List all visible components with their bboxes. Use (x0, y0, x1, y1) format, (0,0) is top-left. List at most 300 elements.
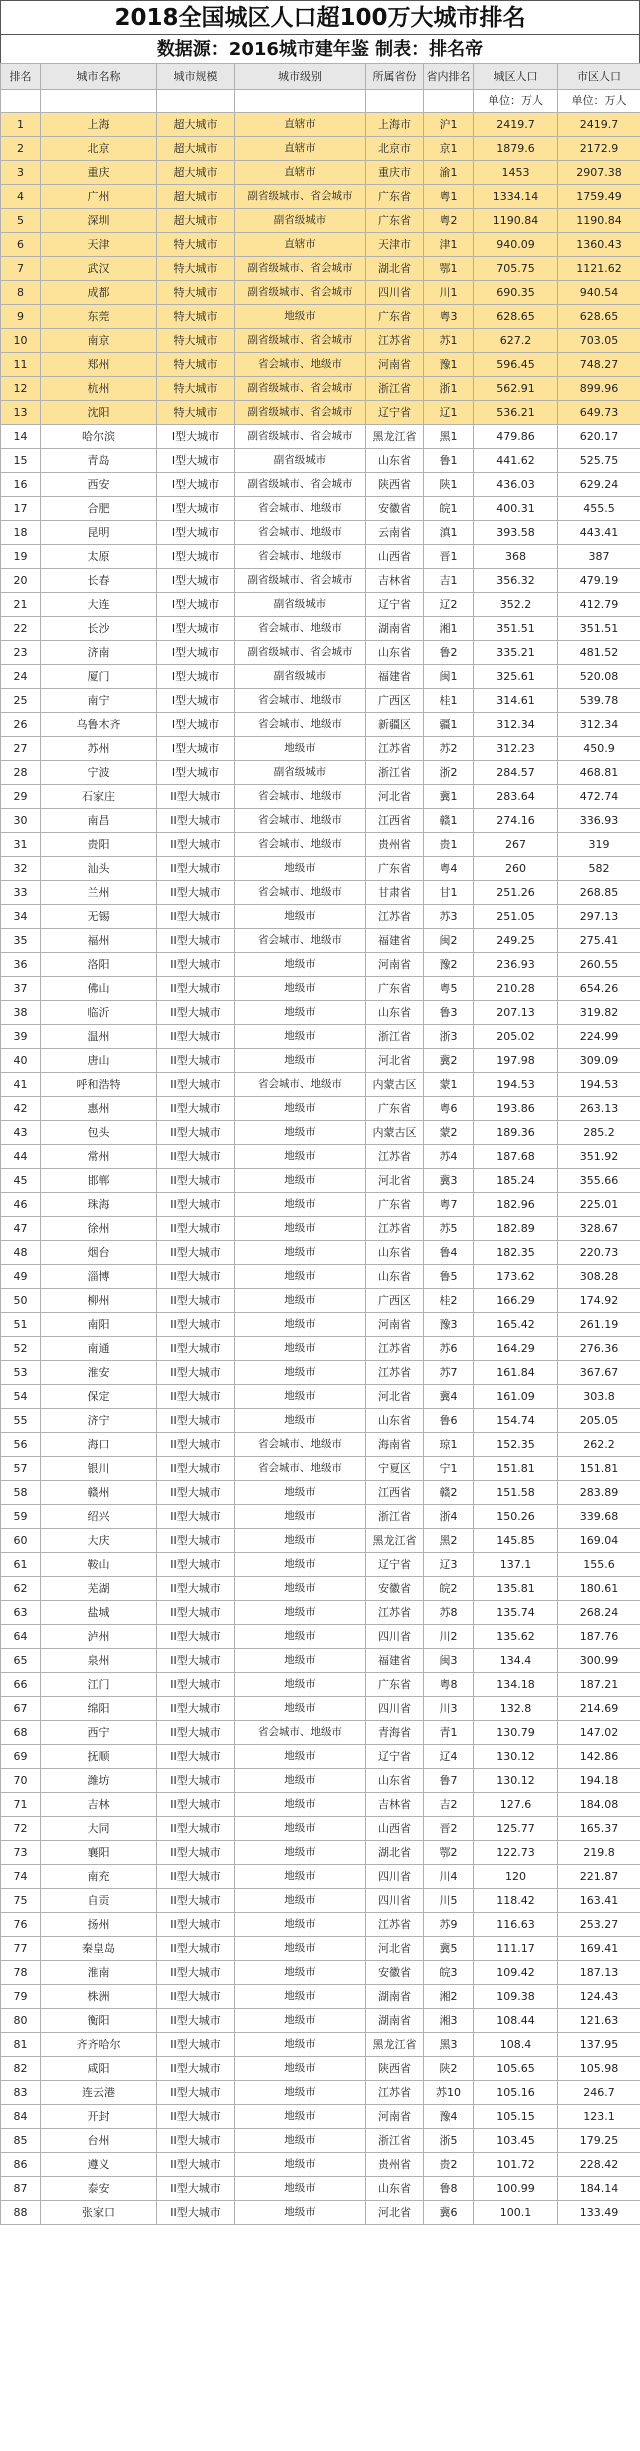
cell-province-rank[interactable]: 滇1 (424, 521, 474, 545)
cell-urban-pop[interactable]: 627.2 (474, 329, 558, 353)
cell-province-rank[interactable]: 苏1 (424, 329, 474, 353)
cell-scale[interactable]: II型大城市 (157, 1241, 235, 1265)
cell-urban-pop[interactable]: 1879.6 (474, 137, 558, 161)
cell-scale[interactable]: II型大城市 (157, 1985, 235, 2009)
cell-scale[interactable]: II型大城市 (157, 2153, 235, 2177)
cell-province[interactable]: 河北省 (366, 785, 424, 809)
cell-rank[interactable]: 13 (1, 401, 41, 425)
cell-province[interactable]: 河北省 (366, 1049, 424, 1073)
cell-province-rank[interactable]: 渝1 (424, 161, 474, 185)
cell-province[interactable]: 福建省 (366, 1649, 424, 1673)
cell-district-pop[interactable]: 468.81 (558, 761, 640, 785)
cell-city[interactable]: 抚顺 (41, 1745, 157, 1769)
cell-province[interactable]: 山东省 (366, 1769, 424, 1793)
cell-city[interactable]: 赣州 (41, 1481, 157, 1505)
cell-province[interactable]: 江苏省 (366, 1601, 424, 1625)
cell-rank[interactable]: 45 (1, 1169, 41, 1193)
cell-province[interactable]: 广西区 (366, 1289, 424, 1313)
cell-province[interactable]: 江苏省 (366, 1361, 424, 1385)
cell-rank[interactable]: 58 (1, 1481, 41, 1505)
cell-district-pop[interactable]: 367.67 (558, 1361, 640, 1385)
cell-level[interactable]: 副省级城市、省会城市 (235, 473, 366, 497)
cell-rank[interactable]: 16 (1, 473, 41, 497)
cell-district-pop[interactable]: 187.13 (558, 1961, 640, 1985)
cell-province[interactable]: 黑龙江省 (366, 1529, 424, 1553)
cell-district-pop[interactable]: 300.99 (558, 1649, 640, 1673)
cell-city[interactable]: 吉林 (41, 1793, 157, 1817)
cell-district-pop[interactable]: 2419.7 (558, 113, 640, 137)
cell-province[interactable]: 天津市 (366, 233, 424, 257)
cell-scale[interactable]: II型大城市 (157, 1073, 235, 1097)
cell-urban-pop[interactable]: 207.13 (474, 1001, 558, 1025)
cell-province-rank[interactable]: 粤3 (424, 305, 474, 329)
cell-urban-pop[interactable]: 173.62 (474, 1265, 558, 1289)
cell-rank[interactable]: 75 (1, 1889, 41, 1913)
cell-urban-pop[interactable]: 120 (474, 1865, 558, 1889)
cell-city[interactable]: 大连 (41, 593, 157, 617)
cell-province-rank[interactable]: 粤2 (424, 209, 474, 233)
cell-level[interactable]: 省会城市、地级市 (235, 545, 366, 569)
cell-province-rank[interactable]: 黑3 (424, 2033, 474, 2057)
cell-rank[interactable]: 40 (1, 1049, 41, 1073)
cell-city[interactable]: 东莞 (41, 305, 157, 329)
cell-urban-pop[interactable]: 182.89 (474, 1217, 558, 1241)
cell-district-pop[interactable]: 133.49 (558, 2201, 640, 2225)
cell-province[interactable]: 湖南省 (366, 2009, 424, 2033)
cell-rank[interactable]: 6 (1, 233, 41, 257)
cell-urban-pop[interactable]: 130.79 (474, 1721, 558, 1745)
cell-district-pop[interactable]: 174.92 (558, 1289, 640, 1313)
cell-district-pop[interactable]: 443.41 (558, 521, 640, 545)
cell-city[interactable]: 无锡 (41, 905, 157, 929)
cell-urban-pop[interactable]: 134.18 (474, 1673, 558, 1697)
cell-province[interactable]: 山东省 (366, 2177, 424, 2201)
cell-province-rank[interactable]: 黑1 (424, 425, 474, 449)
cell-district-pop[interactable]: 654.26 (558, 977, 640, 1001)
cell-city[interactable]: 扬州 (41, 1913, 157, 1937)
cell-district-pop[interactable]: 355.66 (558, 1169, 640, 1193)
cell-city[interactable]: 哈尔滨 (41, 425, 157, 449)
cell-city[interactable]: 包头 (41, 1121, 157, 1145)
cell-urban-pop[interactable]: 154.74 (474, 1409, 558, 1433)
cell-district-pop[interactable]: 940.54 (558, 281, 640, 305)
cell-level[interactable]: 副省级城市、省会城市 (235, 185, 366, 209)
cell-city[interactable]: 太原 (41, 545, 157, 569)
cell-province-rank[interactable]: 粤1 (424, 185, 474, 209)
cell-scale[interactable]: II型大城市 (157, 1913, 235, 1937)
cell-province[interactable]: 四川省 (366, 281, 424, 305)
cell-province[interactable]: 新疆区 (366, 713, 424, 737)
cell-city[interactable]: 厦门 (41, 665, 157, 689)
cell-scale[interactable]: II型大城市 (157, 1409, 235, 1433)
cell-level[interactable]: 地级市 (235, 1961, 366, 1985)
cell-province-rank[interactable]: 湘1 (424, 617, 474, 641)
cell-province-rank[interactable]: 川3 (424, 1697, 474, 1721)
cell-scale[interactable]: II型大城市 (157, 977, 235, 1001)
cell-level[interactable]: 地级市 (235, 1481, 366, 1505)
cell-level[interactable]: 副省级城市 (235, 593, 366, 617)
cell-province-rank[interactable]: 鲁7 (424, 1769, 474, 1793)
cell-level[interactable]: 地级市 (235, 1193, 366, 1217)
cell-scale[interactable]: 特大城市 (157, 401, 235, 425)
cell-urban-pop[interactable]: 103.45 (474, 2129, 558, 2153)
cell-scale[interactable]: I型大城市 (157, 569, 235, 593)
cell-rank[interactable]: 12 (1, 377, 41, 401)
cell-province[interactable]: 湖南省 (366, 617, 424, 641)
cell-rank[interactable]: 60 (1, 1529, 41, 1553)
cell-province[interactable]: 云南省 (366, 521, 424, 545)
cell-urban-pop[interactable]: 189.36 (474, 1121, 558, 1145)
cell-city[interactable]: 银川 (41, 1457, 157, 1481)
cell-province[interactable]: 福建省 (366, 665, 424, 689)
cell-scale[interactable]: I型大城市 (157, 521, 235, 545)
cell-rank[interactable]: 83 (1, 2081, 41, 2105)
cell-province[interactable]: 广东省 (366, 305, 424, 329)
cell-rank[interactable]: 72 (1, 1817, 41, 1841)
cell-urban-pop[interactable]: 352.2 (474, 593, 558, 617)
cell-province[interactable]: 河北省 (366, 1385, 424, 1409)
cell-province-rank[interactable]: 冀2 (424, 1049, 474, 1073)
cell-urban-pop[interactable]: 116.63 (474, 1913, 558, 1937)
cell-urban-pop[interactable]: 274.16 (474, 809, 558, 833)
cell-province[interactable]: 广东省 (366, 1193, 424, 1217)
cell-city[interactable]: 淄博 (41, 1265, 157, 1289)
cell-province-rank[interactable]: 浙1 (424, 377, 474, 401)
cell-province-rank[interactable]: 琼1 (424, 1433, 474, 1457)
cell-district-pop[interactable]: 1360.43 (558, 233, 640, 257)
cell-scale[interactable]: 特大城市 (157, 233, 235, 257)
cell-city[interactable]: 咸阳 (41, 2057, 157, 2081)
cell-urban-pop[interactable]: 596.45 (474, 353, 558, 377)
cell-city[interactable]: 珠海 (41, 1193, 157, 1217)
cell-urban-pop[interactable]: 135.74 (474, 1601, 558, 1625)
cell-urban-pop[interactable]: 479.86 (474, 425, 558, 449)
cell-city[interactable]: 南京 (41, 329, 157, 353)
cell-urban-pop[interactable]: 135.81 (474, 1577, 558, 1601)
cell-scale[interactable]: II型大城市 (157, 1169, 235, 1193)
cell-urban-pop[interactable]: 283.64 (474, 785, 558, 809)
cell-rank[interactable]: 81 (1, 2033, 41, 2057)
cell-level[interactable]: 省会城市、地级市 (235, 929, 366, 953)
cell-province-rank[interactable]: 川5 (424, 1889, 474, 1913)
cell-rank[interactable]: 29 (1, 785, 41, 809)
cell-scale[interactable]: II型大城市 (157, 1193, 235, 1217)
cell-level[interactable]: 地级市 (235, 737, 366, 761)
cell-urban-pop[interactable]: 150.26 (474, 1505, 558, 1529)
cell-province-rank[interactable]: 浙4 (424, 1505, 474, 1529)
cell-scale[interactable]: II型大城市 (157, 833, 235, 857)
cell-rank[interactable]: 2 (1, 137, 41, 161)
cell-district-pop[interactable]: 253.27 (558, 1913, 640, 1937)
cell-rank[interactable]: 22 (1, 617, 41, 641)
cell-district-pop[interactable]: 205.05 (558, 1409, 640, 1433)
cell-urban-pop[interactable]: 137.1 (474, 1553, 558, 1577)
cell-district-pop[interactable]: 2172.9 (558, 137, 640, 161)
cell-level[interactable]: 副省级城市、省会城市 (235, 377, 366, 401)
header-scale[interactable]: 城市规模 (157, 64, 235, 90)
header-rank[interactable]: 排名 (1, 64, 41, 90)
cell-province-rank[interactable]: 赣1 (424, 809, 474, 833)
cell-scale[interactable]: II型大城市 (157, 1361, 235, 1385)
cell-scale[interactable]: II型大城市 (157, 1625, 235, 1649)
cell-rank[interactable]: 38 (1, 1001, 41, 1025)
cell-city[interactable]: 江门 (41, 1673, 157, 1697)
cell-rank[interactable]: 32 (1, 857, 41, 881)
cell-scale[interactable]: II型大城市 (157, 1433, 235, 1457)
cell-district-pop[interactable]: 147.02 (558, 1721, 640, 1745)
cell-city[interactable]: 汕头 (41, 857, 157, 881)
cell-province[interactable]: 湖南省 (366, 1985, 424, 2009)
cell-rank[interactable]: 21 (1, 593, 41, 617)
cell-urban-pop[interactable]: 436.03 (474, 473, 558, 497)
cell-city[interactable]: 自贡 (41, 1889, 157, 1913)
cell-province-rank[interactable]: 桂2 (424, 1289, 474, 1313)
cell-rank[interactable]: 76 (1, 1913, 41, 1937)
cell-rank[interactable]: 53 (1, 1361, 41, 1385)
cell-province[interactable]: 江苏省 (366, 1913, 424, 1937)
cell-province[interactable]: 内蒙古区 (366, 1121, 424, 1145)
cell-province[interactable]: 江苏省 (366, 329, 424, 353)
cell-city[interactable]: 衡阳 (41, 2009, 157, 2033)
cell-rank[interactable]: 35 (1, 929, 41, 953)
cell-rank[interactable]: 65 (1, 1649, 41, 1673)
cell-urban-pop[interactable]: 1453 (474, 161, 558, 185)
cell-city[interactable]: 长春 (41, 569, 157, 593)
cell-province-rank[interactable]: 豫2 (424, 953, 474, 977)
cell-level[interactable]: 地级市 (235, 2177, 366, 2201)
cell-district-pop[interactable]: 297.13 (558, 905, 640, 929)
cell-province[interactable]: 北京市 (366, 137, 424, 161)
cell-level[interactable]: 地级市 (235, 1841, 366, 1865)
cell-province[interactable]: 河北省 (366, 1937, 424, 1961)
cell-district-pop[interactable]: 481.52 (558, 641, 640, 665)
cell-rank[interactable]: 39 (1, 1025, 41, 1049)
cell-province[interactable]: 湖北省 (366, 257, 424, 281)
cell-province-rank[interactable]: 宁1 (424, 1457, 474, 1481)
cell-urban-pop[interactable]: 105.65 (474, 2057, 558, 2081)
cell-district-pop[interactable]: 351.51 (558, 617, 640, 641)
cell-level[interactable]: 地级市 (235, 1889, 366, 1913)
cell-district-pop[interactable]: 472.74 (558, 785, 640, 809)
header-province-rank[interactable]: 省内排名 (424, 64, 474, 90)
cell-urban-pop[interactable]: 312.23 (474, 737, 558, 761)
cell-rank[interactable]: 87 (1, 2177, 41, 2201)
cell-scale[interactable]: II型大城市 (157, 1961, 235, 1985)
cell-scale[interactable]: II型大城市 (157, 1841, 235, 1865)
cell-city[interactable]: 北京 (41, 137, 157, 161)
cell-urban-pop[interactable]: 236.93 (474, 953, 558, 977)
cell-city[interactable]: 武汉 (41, 257, 157, 281)
cell-city[interactable]: 大庆 (41, 1529, 157, 1553)
cell-rank[interactable]: 25 (1, 689, 41, 713)
cell-scale[interactable]: I型大城市 (157, 713, 235, 737)
cell-province-rank[interactable]: 桂1 (424, 689, 474, 713)
cell-province-rank[interactable]: 辽2 (424, 593, 474, 617)
cell-rank[interactable]: 23 (1, 641, 41, 665)
cell-rank[interactable]: 69 (1, 1745, 41, 1769)
cell-city[interactable]: 沈阳 (41, 401, 157, 425)
cell-level[interactable]: 地级市 (235, 1025, 366, 1049)
cell-province-rank[interactable]: 粤6 (424, 1097, 474, 1121)
cell-level[interactable]: 省会城市、地级市 (235, 1073, 366, 1097)
cell-urban-pop[interactable]: 152.35 (474, 1433, 558, 1457)
cell-scale[interactable]: II型大城市 (157, 785, 235, 809)
cell-province-rank[interactable]: 苏6 (424, 1337, 474, 1361)
cell-level[interactable]: 地级市 (235, 2057, 366, 2081)
cell-district-pop[interactable]: 261.19 (558, 1313, 640, 1337)
cell-district-pop[interactable]: 748.27 (558, 353, 640, 377)
cell-urban-pop[interactable]: 335.21 (474, 641, 558, 665)
cell-city[interactable]: 徐州 (41, 1217, 157, 1241)
cell-province[interactable]: 山东省 (366, 1241, 424, 1265)
cell-level[interactable]: 地级市 (235, 305, 366, 329)
cell-rank[interactable]: 80 (1, 2009, 41, 2033)
cell-province-rank[interactable]: 晋2 (424, 1817, 474, 1841)
cell-scale[interactable]: 超大城市 (157, 185, 235, 209)
cell-district-pop[interactable]: 1759.49 (558, 185, 640, 209)
cell-level[interactable]: 地级市 (235, 1697, 366, 1721)
cell-scale[interactable]: II型大城市 (157, 1001, 235, 1025)
cell-scale[interactable]: I型大城市 (157, 473, 235, 497)
cell-province-rank[interactable]: 辽3 (424, 1553, 474, 1577)
cell-level[interactable]: 地级市 (235, 2105, 366, 2129)
cell-province-rank[interactable]: 冀4 (424, 1385, 474, 1409)
cell-level[interactable]: 副省级城市 (235, 449, 366, 473)
cell-province[interactable]: 海南省 (366, 1433, 424, 1457)
cell-urban-pop[interactable]: 166.29 (474, 1289, 558, 1313)
cell-province-rank[interactable]: 闽1 (424, 665, 474, 689)
cell-urban-pop[interactable]: 101.72 (474, 2153, 558, 2177)
cell-city[interactable]: 唐山 (41, 1049, 157, 1073)
cell-level[interactable]: 省会城市、地级市 (235, 713, 366, 737)
cell-urban-pop[interactable]: 165.42 (474, 1313, 558, 1337)
cell-city[interactable]: 烟台 (41, 1241, 157, 1265)
cell-province[interactable]: 浙江省 (366, 1505, 424, 1529)
cell-scale[interactable]: II型大城市 (157, 1937, 235, 1961)
cell-urban-pop[interactable]: 130.12 (474, 1769, 558, 1793)
cell-rank[interactable]: 14 (1, 425, 41, 449)
cell-urban-pop[interactable]: 187.68 (474, 1145, 558, 1169)
cell-province-rank[interactable]: 浙3 (424, 1025, 474, 1049)
cell-province[interactable]: 黑龙江省 (366, 2033, 424, 2057)
cell-district-pop[interactable]: 142.86 (558, 1745, 640, 1769)
cell-province[interactable]: 河南省 (366, 353, 424, 377)
cell-level[interactable]: 地级市 (235, 1769, 366, 1793)
cell-district-pop[interactable]: 184.14 (558, 2177, 640, 2201)
cell-city[interactable]: 绍兴 (41, 1505, 157, 1529)
cell-province-rank[interactable]: 赣2 (424, 1481, 474, 1505)
header-level[interactable]: 城市级别 (235, 64, 366, 90)
cell-rank[interactable]: 59 (1, 1505, 41, 1529)
cell-level[interactable]: 副省级城市、省会城市 (235, 569, 366, 593)
cell-scale[interactable]: II型大城市 (157, 1025, 235, 1049)
cell-province[interactable]: 四川省 (366, 1865, 424, 1889)
cell-province-rank[interactable]: 鲁1 (424, 449, 474, 473)
cell-district-pop[interactable]: 620.17 (558, 425, 640, 449)
cell-city[interactable]: 青岛 (41, 449, 157, 473)
cell-province[interactable]: 广东省 (366, 977, 424, 1001)
cell-province-rank[interactable]: 苏10 (424, 2081, 474, 2105)
cell-province-rank[interactable]: 贵1 (424, 833, 474, 857)
cell-urban-pop[interactable]: 151.81 (474, 1457, 558, 1481)
cell-city[interactable]: 石家庄 (41, 785, 157, 809)
cell-province-rank[interactable]: 鲁6 (424, 1409, 474, 1433)
cell-province[interactable]: 甘肃省 (366, 881, 424, 905)
cell-city[interactable]: 乌鲁木齐 (41, 713, 157, 737)
cell-province-rank[interactable]: 苏2 (424, 737, 474, 761)
cell-province-rank[interactable]: 苏4 (424, 1145, 474, 1169)
cell-rank[interactable]: 67 (1, 1697, 41, 1721)
cell-province[interactable]: 河北省 (366, 1169, 424, 1193)
cell-district-pop[interactable]: 351.92 (558, 1145, 640, 1169)
cell-scale[interactable]: II型大城市 (157, 1889, 235, 1913)
cell-level[interactable]: 省会城市、地级市 (235, 833, 366, 857)
cell-rank[interactable]: 27 (1, 737, 41, 761)
cell-province[interactable]: 辽宁省 (366, 1553, 424, 1577)
cell-urban-pop[interactable]: 325.61 (474, 665, 558, 689)
cell-province-rank[interactable]: 鲁2 (424, 641, 474, 665)
cell-urban-pop[interactable]: 1334.14 (474, 185, 558, 209)
cell-rank[interactable]: 10 (1, 329, 41, 353)
cell-urban-pop[interactable]: 118.42 (474, 1889, 558, 1913)
cell-province[interactable]: 辽宁省 (366, 401, 424, 425)
cell-rank[interactable]: 82 (1, 2057, 41, 2081)
cell-district-pop[interactable]: 2907.38 (558, 161, 640, 185)
cell-urban-pop[interactable]: 109.38 (474, 1985, 558, 2009)
cell-urban-pop[interactable]: 185.24 (474, 1169, 558, 1193)
cell-level[interactable]: 地级市 (235, 1673, 366, 1697)
cell-level[interactable]: 地级市 (235, 1049, 366, 1073)
cell-urban-pop[interactable]: 400.31 (474, 497, 558, 521)
cell-province-rank[interactable]: 粤5 (424, 977, 474, 1001)
cell-province-rank[interactable]: 甘1 (424, 881, 474, 905)
cell-level[interactable]: 地级市 (235, 2033, 366, 2057)
cell-district-pop[interactable]: 275.41 (558, 929, 640, 953)
cell-rank[interactable]: 56 (1, 1433, 41, 1457)
cell[interactable] (366, 90, 424, 113)
cell-province[interactable]: 河南省 (366, 1313, 424, 1337)
cell-scale[interactable]: 特大城市 (157, 281, 235, 305)
cell-city[interactable]: 临沂 (41, 1001, 157, 1025)
cell-city[interactable]: 邯郸 (41, 1169, 157, 1193)
cell-scale[interactable]: II型大城市 (157, 1817, 235, 1841)
cell-urban-pop[interactable]: 100.1 (474, 2201, 558, 2225)
cell-urban-pop[interactable]: 2419.7 (474, 113, 558, 137)
cell[interactable] (1, 90, 41, 113)
cell-province[interactable]: 江西省 (366, 1481, 424, 1505)
cell-scale[interactable]: II型大城市 (157, 1697, 235, 1721)
cell-province[interactable]: 山西省 (366, 545, 424, 569)
cell-rank[interactable]: 28 (1, 761, 41, 785)
cell-province-rank[interactable]: 豫3 (424, 1313, 474, 1337)
cell-province-rank[interactable]: 粤8 (424, 1673, 474, 1697)
cell-city[interactable]: 西宁 (41, 1721, 157, 1745)
cell-urban-pop[interactable]: 161.09 (474, 1385, 558, 1409)
cell-city[interactable]: 襄阳 (41, 1841, 157, 1865)
cell-scale[interactable]: II型大城市 (157, 1097, 235, 1121)
cell-province-rank[interactable]: 鲁5 (424, 1265, 474, 1289)
cell-province[interactable]: 山东省 (366, 1265, 424, 1289)
cell-province[interactable]: 河北省 (366, 2201, 424, 2225)
cell-level[interactable]: 直辖市 (235, 113, 366, 137)
cell-city[interactable]: 深圳 (41, 209, 157, 233)
cell-district-pop[interactable]: 312.34 (558, 713, 640, 737)
cell-rank[interactable]: 7 (1, 257, 41, 281)
cell-province[interactable]: 浙江省 (366, 2129, 424, 2153)
cell-province-rank[interactable]: 吉2 (424, 1793, 474, 1817)
cell-urban-pop[interactable]: 125.77 (474, 1817, 558, 1841)
cell-district-pop[interactable]: 899.96 (558, 377, 640, 401)
